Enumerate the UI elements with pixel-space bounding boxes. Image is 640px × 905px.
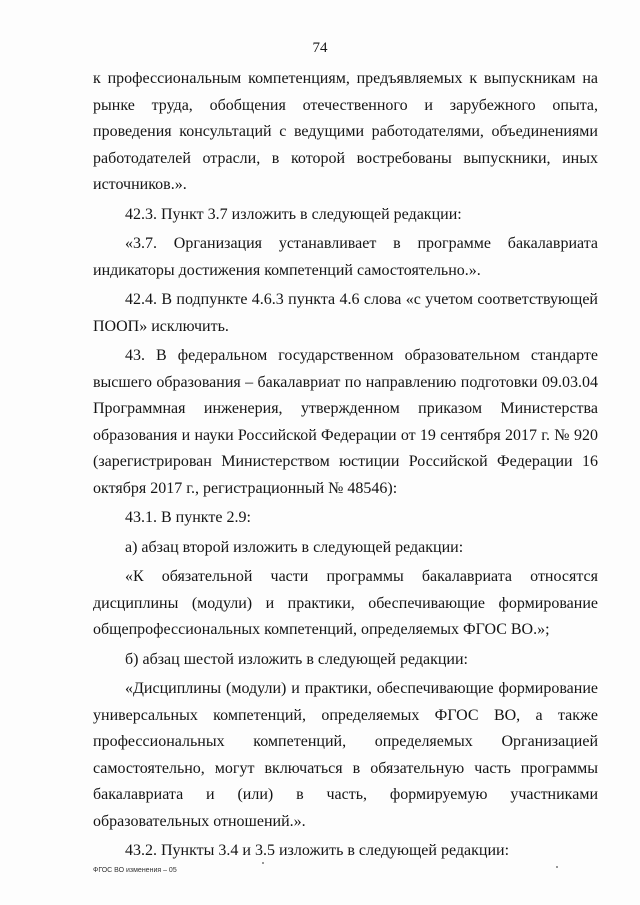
paragraph: «Дисциплины (модули) и практики, обеспечивающие формирование универсальных компетенций, определяемых ФГОС ВО, а также профессиональных компетенций, определяемых Организацией самостоятельно, могут включаться в обязательную часть программы бакалавриата и (или) в часть, формируемую участниками образовательных отношений.». [93,680,598,830]
document-body [93,66,598,868]
paragraph: к профессиональным компетенциям, предъявляемых к выпускникам на рынке труда, обобщения отечественного и зарубежного опыта, проведения консультаций с ведущими работодателями, объединениями работодателей отрасли, в которой востребованы выпускники, иных источников.». [93,70,598,193]
paragraph: б) абзац шестой изложить в следующей редакции: [125,650,468,668]
paragraph: 43.1. В пункте 2.9: [125,509,251,526]
paragraph: 43.2. Пункты 3.4 и 3.5 изложить в следующей редакции: [125,842,510,859]
paragraph: «3.7. Организация устанавливает в программе бакалавриата индикаторы достижения компетенций самостоятельно.». [93,235,598,279]
footer-note: ФГОС ВО изменения – 05 [93,867,177,874]
paragraph: «К обязательной части программы бакалавриата относятся дисциплины (модули) и практики, обеспечивающие формирование общепрофессиональных компетенций, определяемых ФГОС ВО.»; [93,568,598,638]
scan-speck [262,862,264,864]
paragraph: а) абзац второй изложить в следующей редакции: [125,538,464,556]
paragraph: 42.4. В подпункте 4.6.3 пункта 4.6 слова «с учетом соответствующей ПООП» исключить. [93,291,598,335]
paragraph: 42.3. Пункт 3.7 изложить в следующей редакции: [125,205,462,223]
paragraph: 43. В федеральном государственном образовательном стандарте высшего образования – бакалавриат по направлению подготовки 09.03.04 Программная инженерия, утвержденном приказом Министерства образования и науки Российской Федерации от 19 сентября 2017 г. № 920 (зарегистрирован Министерством юстиции Российской Федерации 16 октября 2017 г., регистрационный № 48546): [93,347,598,497]
scan-speck [556,866,558,868]
page-number: 74 [312,40,328,56]
